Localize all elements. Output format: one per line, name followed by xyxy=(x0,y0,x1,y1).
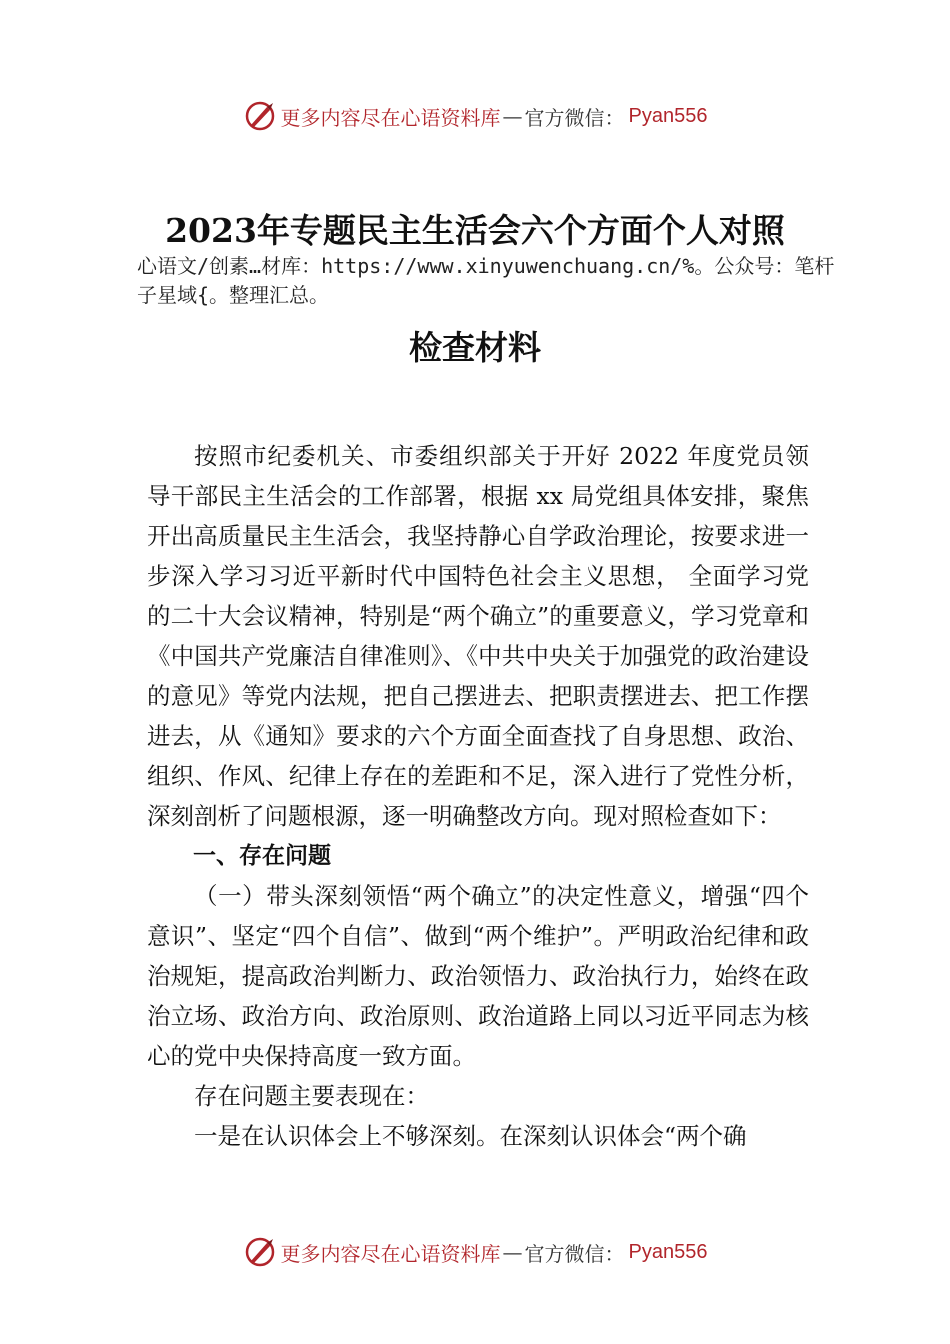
bottom-watermark-banner xyxy=(0,1232,950,1272)
doc-body xyxy=(147,436,809,1156)
wechat-label: 官方微信： xyxy=(524,105,625,130)
quill-logo-icon xyxy=(243,1235,277,1269)
problem-one-paragraph: 一是在认识体会上不够深刻。在深刻认识体会“两个确 xyxy=(194,1122,747,1150)
source-watermark: 心语文/创素…材库：https://www.xinyuwenchuang.cn/%。公众号：笔杆子星域{。整理汇总。 xyxy=(137,254,835,307)
subsection-paragraph: （一）带头深刻领悟“两个确立”的决定性意义，增强“四个意识”、坚定“四个自信”、做到“两个维护”。严明政治纪律和政治规矩，提高政治判断力、政治领悟力、政治执行力，始终在政治立场、政治方向、政治原则、政治道路上同以习近平同志为核心的党中央保持高度一致方面。 xyxy=(147,882,809,1070)
wechat-id: Pyan556 xyxy=(628,1240,708,1263)
wechat-id: Pyan556 xyxy=(628,104,708,127)
problems-intro: 存在问题主要表现在： xyxy=(194,1082,429,1110)
dash-text: — xyxy=(502,104,523,128)
doc-title-line1: 2023年专题民主生活会六个方面个人对照 xyxy=(165,211,785,250)
top-watermark-banner xyxy=(0,96,950,136)
library-text: 更多内容尽在心语资料库 xyxy=(280,1241,501,1266)
wechat-label: 官方微信： xyxy=(524,1241,625,1266)
library-text: 更多内容尽在心语资料库 xyxy=(280,105,501,130)
intro-paragraph: 按照市纪委机关、市委组织部关于开好 2022 年度党员领导干部民主生活会的工作部署，根据 xx 局党组具体安排，聚焦开出高质量民主生活会，我坚持静心自学政治理论，按要求进一步深入学习习近平新时代中国特色社会主义思想， 全面学习党的二十大会议精神，特别是“两个确立”的重要意义，学习党章和《中国共产党廉洁自律准则》、《中共中央关于加强党的政治建设的意见》等党内法规，把自己摆进去、把职责摆进去、把工作摆进去，从《通知》要求的六个方面全面查找了自身思想、政治、组织、作风、纪律上存在的差距和不足，深入进行了党性分析，深刻剖析了问题根源，逐一明确整改方向。现对照检查如下： xyxy=(147,442,809,830)
section-heading: 一、存在问题 xyxy=(193,843,331,869)
quill-logo-icon xyxy=(243,99,277,133)
doc-title-line2: 检查材料 xyxy=(409,328,541,367)
dash-text: — xyxy=(502,1240,523,1264)
